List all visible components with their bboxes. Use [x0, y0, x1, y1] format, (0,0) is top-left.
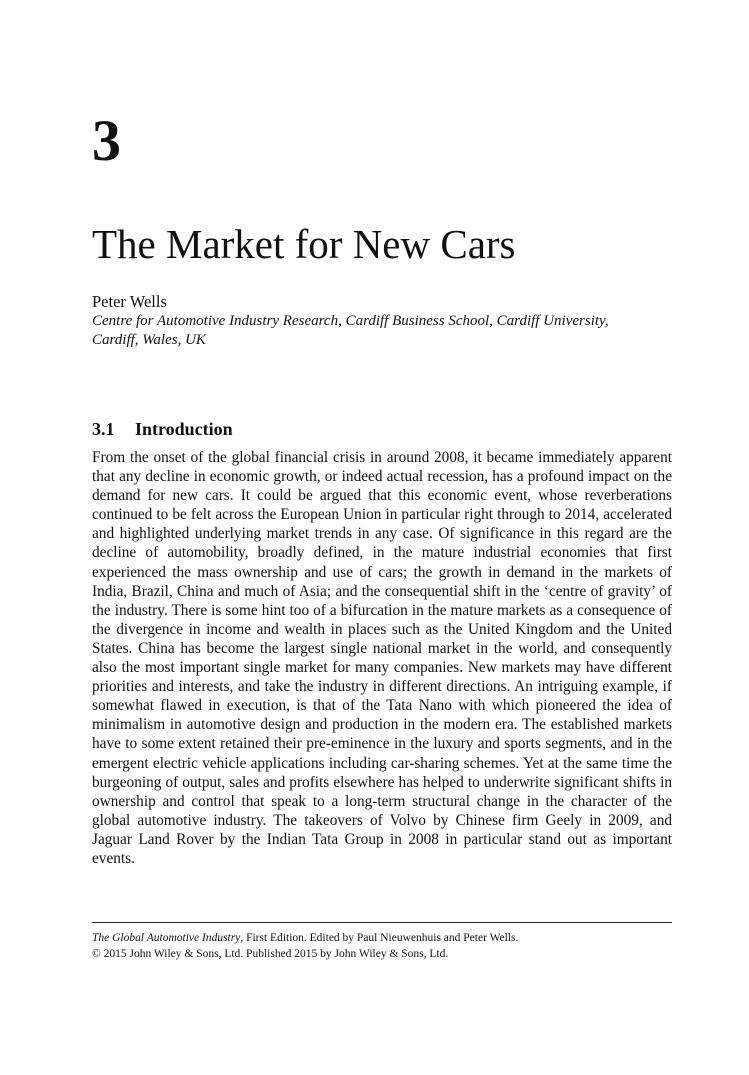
footnote-divider [92, 922, 672, 923]
footnote-copyright-line: © 2015 John Wiley & Sons, Ltd. Published 2015 by John Wiley & Sons, Ltd. [92, 947, 449, 960]
author-block [92, 292, 672, 350]
section-number: 3.1 [92, 419, 115, 439]
author-affiliation-line-1: Centre for Automotive Industry Research, Cardiff Business School, Cardiff University, [92, 313, 609, 329]
section-body-paragraph: From the onset of the global financial crisis in around 2008, it became immediately apparent that any decline in economic growth, or indeed actual recession, has a profound impact on the demand for new cars. It could be argued that this economic event, whose reverberations continued to be felt across the European Union in particular right through to 2014, accelerated and highlighted underlying market trends in any case. Of significance in this regard are the decline of automobility, broadly defined, in the mature industrial economies that first experienced the mass ownership and use of cars; the growth in demand in the markets of India, Brazil, China and much of Asia; and the consequential shift in the ‘centre of gravity’ of the industry. There is some hint too of a bifurcation in the mature markets as a consequence of the divergence in income and wealth in places such as the United Kingdom and the United States. China has become the largest single national market in the world, and consequently also the most important single market for many companies. New markets may have different priorities and interests, and take the industry in different directions. An intriguing example, if somewhat flawed in execution, is that of the Tata Nano with which pioneered the idea of minimalism in automotive design and production in the modern era. The established markets have to some extent retained their pre-eminence in the luxury and sports segments, and in the emergent electric vehicle applications including car-sharing schemes. Yet at the same time the burgeoning of output, sales and profits elsewhere has helped to underwrite significant shifts in ownership and control that speak to a long-term structural change in the character of the global automotive industry. The takeovers of Volvo by Chinese firm Geely in 2009, and Jaguar Land Rover by the Indian Tata Group in 2008 in particular stand out as important events. [92, 449, 672, 867]
footnote-line-1 [92, 931, 672, 947]
section-heading [92, 418, 233, 440]
author-name: Peter Wells [92, 292, 167, 311]
footnote-book-title: The Global Automotive Industry [92, 932, 241, 944]
footnote-edition-editors: , First Edition. Edited by Paul Nieuwenhuis and Peter Wells. [240, 932, 519, 944]
copyright-footnote [92, 931, 672, 962]
section-title: Introduction [135, 419, 233, 439]
author-affiliation-line-2: Cardiff, Wales, UK [92, 332, 206, 348]
chapter-number: 3 [92, 108, 121, 173]
chapter-title: The Market for New Cars [92, 221, 516, 267]
